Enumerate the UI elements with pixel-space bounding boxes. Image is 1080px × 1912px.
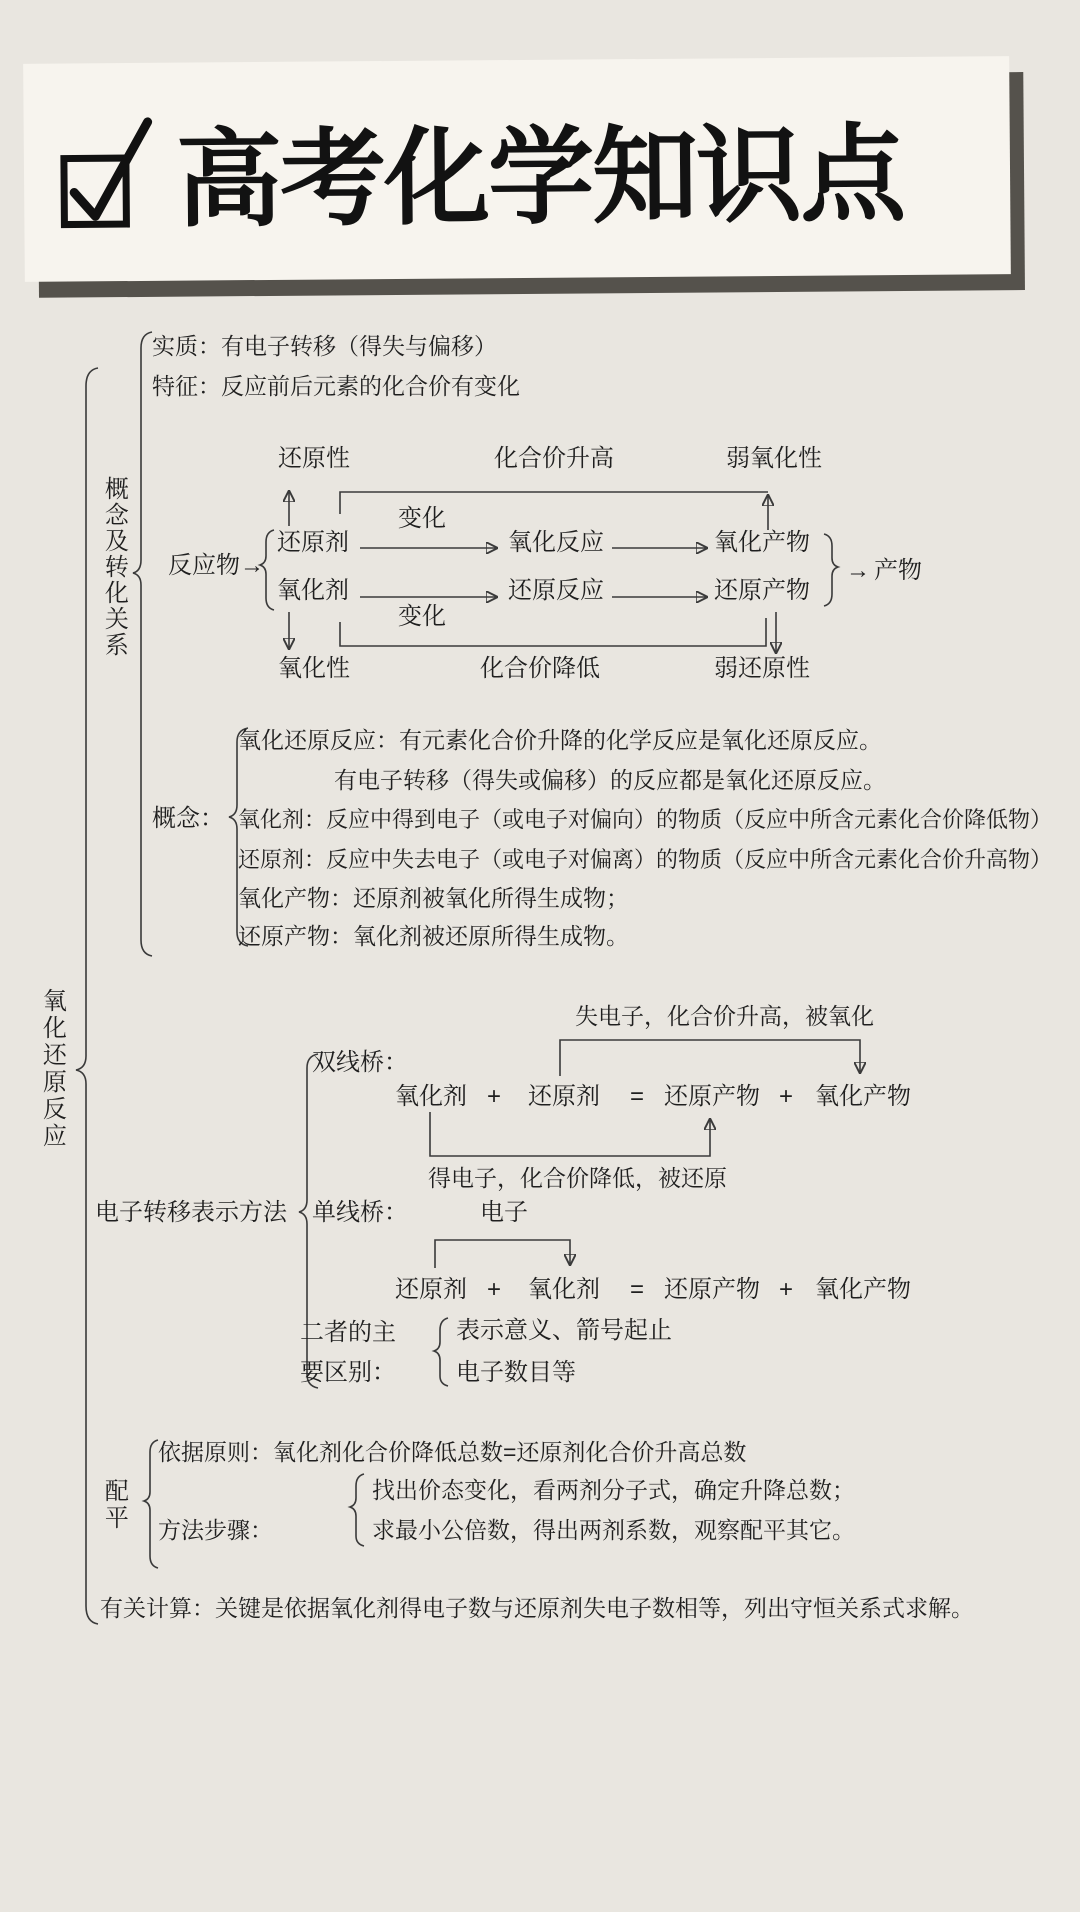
eq1-red-product: 还原产物 [664,1083,760,1110]
eq1-reductant: 还原剂 [528,1083,600,1110]
reduction-product: 还原产物 [714,577,810,604]
def-red-product: 还原产物：氧化剂被还原所得生成物。 [238,923,629,949]
difference-item-2: 电子数目等 [456,1359,576,1386]
essence-line: 实质：有电子转移（得失与偏移） [152,333,497,359]
root-brace [76,368,98,1624]
reduction-reaction: 还原反应 [508,577,604,604]
method-step-2: 求最小公倍数，得出两剂系数，观察配平其它。 [372,1517,855,1543]
weak-reducing-label: 弱还原性 [714,655,810,682]
branch1-label: 概念及转化关系 [100,476,128,658]
method-steps-brace [350,1474,364,1546]
reactant-label: 反应物→ [168,552,264,579]
def-oxid-product: 氧化产物：还原剂被氧化所得生成物； [238,885,629,911]
change-label-bottom: 变化 [398,603,446,630]
lose-electron-label: 失电子，化合价升高，被氧化 [575,1003,874,1029]
difference-label-line1: 二者的主 [300,1319,396,1346]
difference-label-line2: 要区别： [300,1359,396,1386]
single-bridge [435,1240,570,1268]
eq2-reductant: 还原剂 [395,1276,467,1303]
method-step-1: 找出价态变化，看两剂分子式，确定升降总数； [372,1477,855,1503]
electron-label: 电子 [480,1199,528,1226]
product-brace [824,534,838,606]
def-redox-2: 有电子转移（得失或偏移）的反应都是氧化还原反应。 [334,767,886,793]
branch3-label: 配平 [100,1478,128,1532]
eq1-plus-2: + [779,1083,794,1110]
eq2-equals: = [630,1276,645,1303]
reducing-property-label: 还原性 [278,445,350,472]
difference-item-1: 表示意义、箭号起止 [456,1317,672,1344]
reducing-agent: 还原剂 [277,529,349,556]
eq2-plus-1: + [487,1276,502,1303]
branch1-brace [133,332,152,956]
calculation-line: 有关计算：关键是依据氧化剂得电子数与还原剂失电子数相等，列出守恒关系式求解。 [100,1595,974,1621]
def-reductant: 还原剂：反应中失去电子（或电子对偏离）的物质（反应中所含元素化合价升高物） [238,847,1053,872]
branch2-label: 电子转移表示方法 [95,1199,287,1226]
double-bridge-top [560,1040,860,1076]
oxidizing-agent: 氧化剂 [277,577,349,604]
eq1-plus-1: + [487,1083,502,1110]
eq1-oxidant: 氧化剂 [395,1083,467,1110]
weak-oxidizing-label: 弱氧化性 [726,445,822,472]
single-bridge-label: 单线桥： [312,1199,408,1226]
oxidizing-property-label: 氧化性 [278,655,350,682]
principle-line: 依据原则：氧化剂化合价降低总数=还原剂化合价升高总数 [158,1439,747,1465]
eq2-oxidant: 氧化剂 [528,1276,600,1303]
def-redox-1: 氧化还原反应：有元素化合价升降的化学反应是氧化还原反应。 [238,727,882,753]
oxidation-reaction: 氧化反应 [508,529,604,556]
difference-brace [434,1318,448,1386]
root-label: 氧化还原反应 [38,988,66,1150]
change-label-top: 变化 [398,505,446,532]
feature-line: 特征：反应前后元素的化合价有变化 [152,373,520,399]
eq2-red-product: 还原产物 [664,1276,760,1303]
eq1-equals: = [630,1083,645,1110]
valence-down-label: 化合价降低 [480,655,600,682]
double-bridge-label: 双线桥： [312,1049,408,1076]
eq2-oxid-product: 氧化产物 [815,1276,911,1303]
double-bridge-bottom [430,1112,710,1156]
oxidation-product: 氧化产物 [714,529,810,556]
concept-brace [229,728,248,946]
eq2-plus-2: + [779,1276,794,1303]
balance-brace [144,1440,158,1568]
page-title: 高考化学知识点 [175,115,905,240]
valence-up-label: 化合价升高 [494,445,614,472]
eq1-oxid-product: 氧化产物 [815,1083,911,1110]
product-arrow: → [846,557,870,584]
gain-electron-label: 得电子，化合价降低，被还原 [428,1165,727,1191]
method-label: 方法步骤： [158,1517,273,1543]
product-label: 产物 [874,557,922,584]
def-oxidant: 氧化剂：反应中得到电子（或电子对偏向）的物质（反应中所含元素化合价降低物） [238,807,1053,832]
concept-label: 概念： [152,805,224,832]
